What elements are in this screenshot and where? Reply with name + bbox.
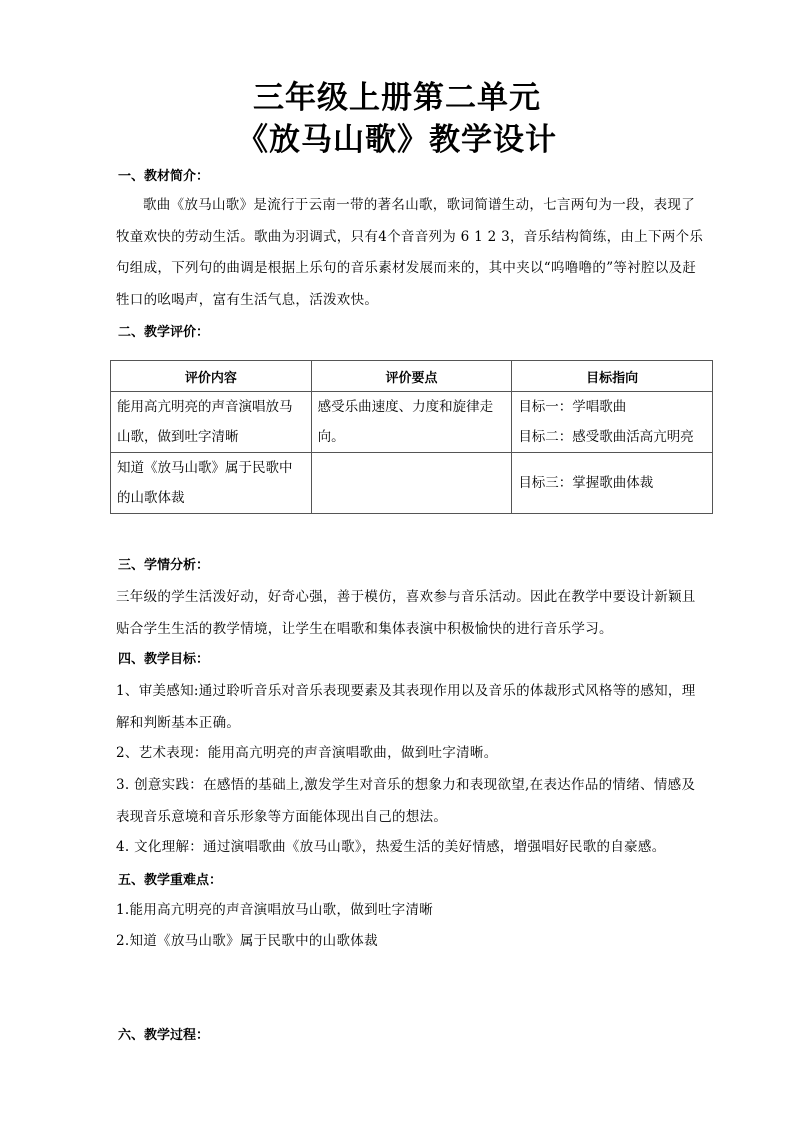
- keypoint-item-1: 1.能用高亢明亮的声音演唱放马山歌，做到吐字清晰: [116, 902, 434, 918]
- keypoint-item-2: 2.知道《放马山歌》属于民歌中的山歌体裁: [116, 933, 378, 949]
- table-header-cell: 目标指向: [512, 361, 713, 392]
- table-cell-points: 感受乐曲速度、力度和旋律走向。: [311, 392, 512, 453]
- goal-item: 目标一：学唱歌曲: [518, 399, 627, 415]
- table-header-cell: 评价要点: [311, 361, 512, 392]
- document-title-line1: 三年级上册第二单元: [253, 80, 541, 116]
- table-header-row: [111, 361, 713, 392]
- table-cell-content: 能用高亢明亮的声音演唱放马山歌，做到吐字清晰: [111, 392, 312, 453]
- objective-item-4: 4. 文化理解：通过演唱歌曲《放马山歌》，热爱生活的美好情感，增强唱好民歌的自豪感。: [116, 839, 666, 855]
- table-cell-content: 知道《放马山歌》属于民歌中的山歌体裁: [111, 453, 312, 514]
- goal-item: 目标三：掌握歌曲体裁: [518, 475, 654, 491]
- table-header-cell: 评价内容: [111, 361, 312, 392]
- section-3-text: 三年级的学生活泼好动，好奇心强，善于模仿，喜欢参与音乐活动。因此在教学中要设计新颖且贴合学生生活的教学情境，让学生在唱歌和集体表演中积极愉快的进行音乐学习。: [116, 589, 696, 637]
- section-heading-5: 五、教学重难点：: [118, 873, 223, 888]
- evaluation-table: [110, 360, 713, 514]
- goal-item: 目标二：感受歌曲活高亢明亮: [518, 429, 694, 445]
- section-1-text: 歌曲《放马山歌》是流行于云南一带的著名山歌，歌词简谱生动，七言两句为一段，表现了牧童欢快的劳动生活。歌曲为羽调式，只有4个音音列为 6 1 2 3，音乐结构简练，由上下两个乐句组成，下列句的曲调是根据上乐句的音乐素材发展而来的，其中夹以“呜噜噜的”等衬腔以及赶牲口的吆喝声，富有生活气息，活泼欢快。: [116, 197, 704, 308]
- objective-item-3: 3. 创意实践：在感悟的基础上,激发学生对音乐的想象力和表现欲望,在表达作品的情绪、情感及表现音乐意境和音乐形象等方面能体现出自己的想法。: [116, 777, 696, 825]
- section-heading-4: 四、教学目标：: [118, 652, 210, 667]
- table-row: [111, 392, 713, 453]
- table-cell-points: [311, 453, 512, 514]
- objective-item-1: 1、审美感知:通过聆听音乐对音乐表现要素及其表现作用以及音乐的体裁形式风格等的感知，理解和判断基本正确。: [116, 683, 696, 731]
- section-heading-3: 三、学情分析：: [118, 558, 210, 573]
- section-heading-6: 六、教学过程：: [118, 1028, 210, 1043]
- table-cell-goals: [512, 392, 713, 453]
- document-title-line2: 《放马山歌》教学设计: [237, 122, 557, 158]
- table-row: [111, 453, 713, 514]
- objective-item-2: 2、艺术表现：能用高亢明亮的声音演唱歌曲，做到吐字清晰。: [116, 745, 498, 761]
- section-heading-2: 二、教学评价：: [118, 325, 210, 340]
- section-heading-1: 一、教材简介：: [118, 169, 210, 184]
- table-cell-goals: [512, 453, 713, 514]
